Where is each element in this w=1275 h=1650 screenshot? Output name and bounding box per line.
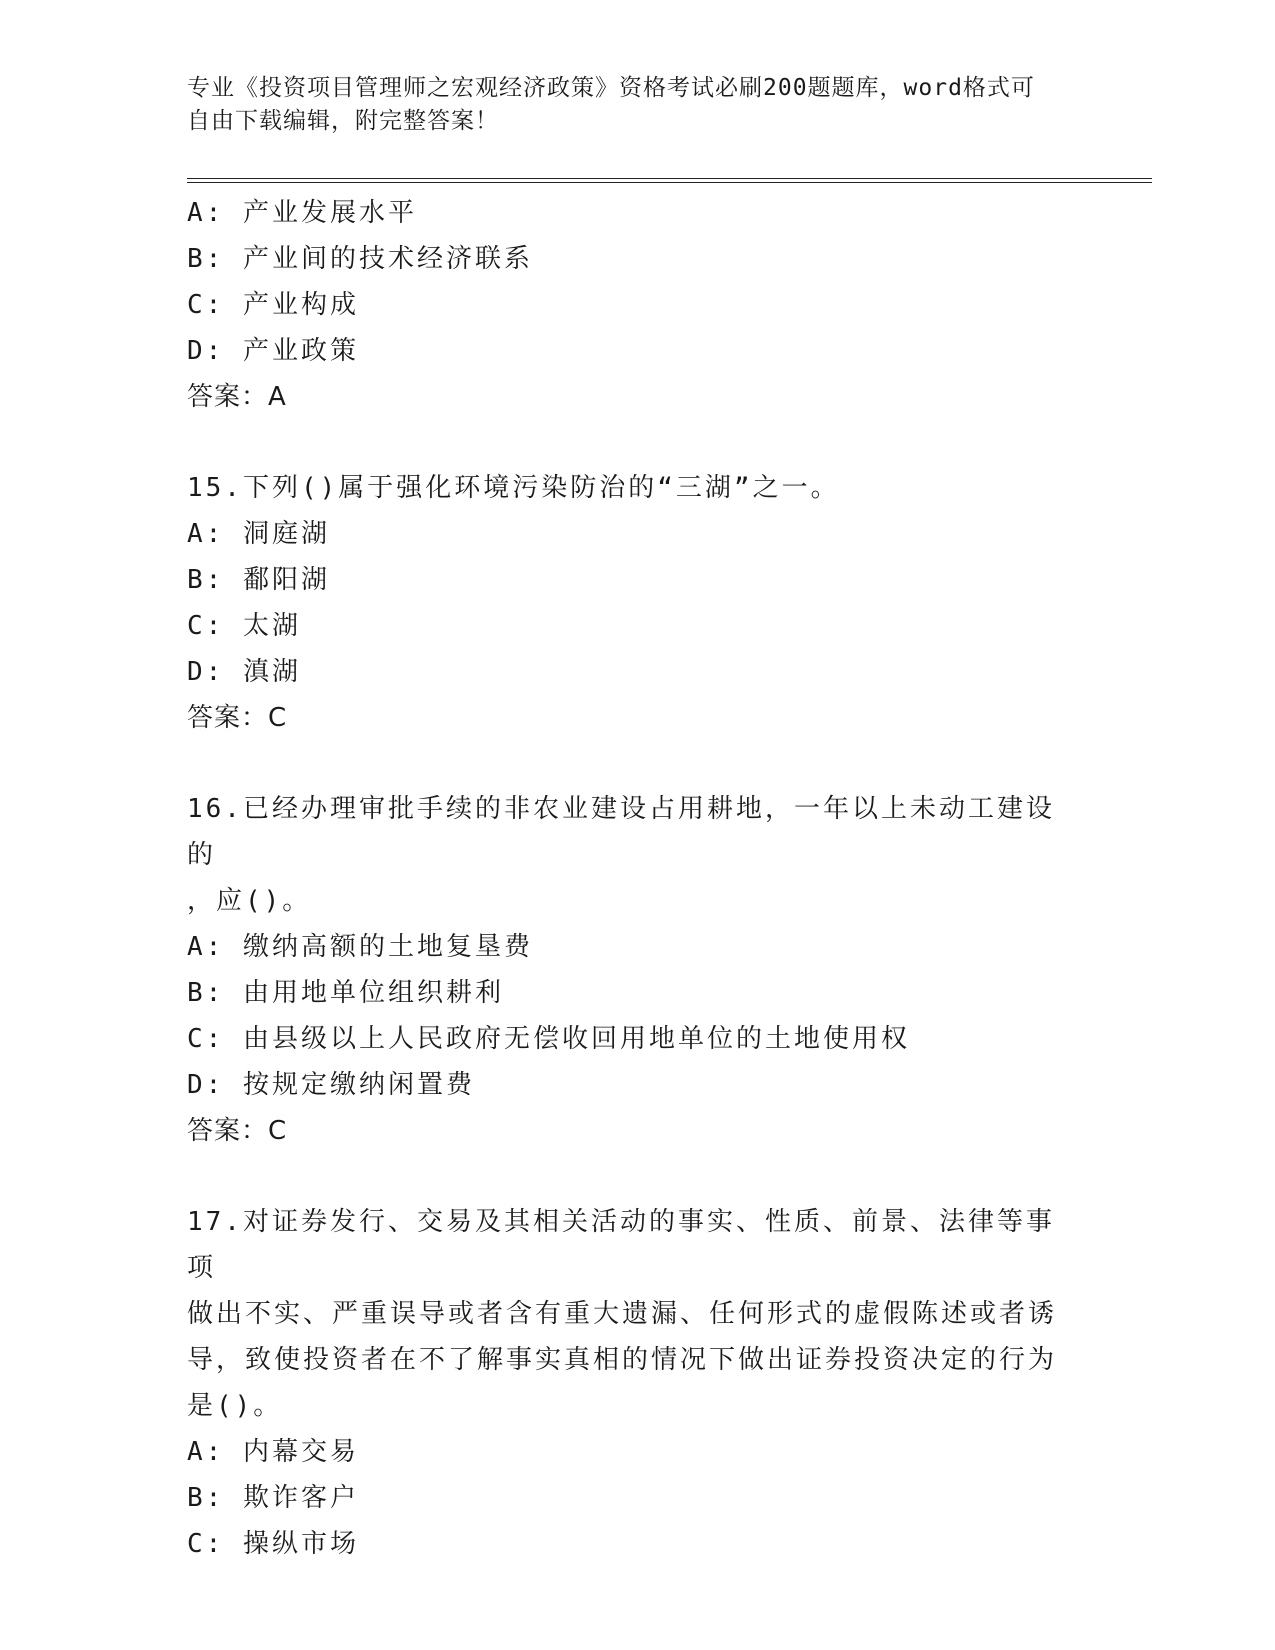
question-stem: 15.下列()属于强化环境污染防治的“三湖”之一。: [187, 473, 840, 503]
question-stem-line-1: 16.已经办理审批手续的非农业建设占用耕地，一年以上未动工建设的: [187, 794, 1055, 870]
option-b: B: 产业间的技术经济联系: [187, 244, 533, 274]
header-rule-top: [187, 178, 1152, 179]
question-14-block: [187, 190, 1087, 420]
spacer: [187, 1154, 1087, 1199]
question-15-block: [187, 465, 1087, 741]
option-d: D: 按规定缴纳闲置费: [187, 1070, 475, 1100]
question-stem-line-2: 做出不实、严重误导或者含有重大遗漏、任何形式的虚假陈述或者诱: [187, 1299, 1058, 1329]
document-header: [187, 72, 1067, 138]
spacer: [187, 420, 1087, 465]
header-rule-bottom: [187, 182, 1152, 183]
option-b: B: 鄱阳湖: [187, 565, 330, 595]
answer-line: 答案：A: [187, 382, 287, 412]
option-b: B: 由用地单位组织耕利: [187, 978, 504, 1008]
question-stem-line-4: 是()。: [187, 1391, 283, 1421]
question-list: [187, 190, 1087, 1567]
option-c: C: 产业构成: [187, 290, 359, 320]
option-c: C: 由县级以上人民政府无偿收回用地单位的土地使用权: [187, 1024, 910, 1054]
option-d: D: 滇湖: [187, 657, 301, 687]
spacer: [187, 741, 1087, 786]
question-stem-line-1: 17.对证券发行、交易及其相关活动的事实、性质、前景、法律等事项: [187, 1207, 1055, 1283]
header-line-1: 专业《投资项目管理师之宏观经济政策》资格考试必刷200题题库，word格式可: [187, 75, 1035, 101]
option-a: A: 产业发展水平: [187, 198, 417, 228]
option-d: D: 产业政策: [187, 336, 359, 366]
option-a: A: 缴纳高额的土地复垦费: [187, 932, 533, 962]
option-a: A: 内幕交易: [187, 1437, 359, 1467]
option-a: A: 洞庭湖: [187, 519, 330, 549]
answer-line: 答案：C: [187, 703, 288, 733]
option-b: B: 欺诈客户: [187, 1483, 359, 1513]
option-c: C: 太湖: [187, 611, 301, 641]
question-16-block: [187, 786, 1087, 1154]
header-line-2: 自由下载编辑，附完整答案！: [187, 108, 499, 134]
question-stem-line-3: 导，致使投资者在不了解事实真相的情况下做出证券投资决定的行为: [187, 1345, 1058, 1375]
option-c: C: 操纵市场: [187, 1529, 359, 1559]
answer-line: 答案：C: [187, 1116, 288, 1146]
question-17-block: [187, 1199, 1087, 1567]
question-stem-line-2: ，应()。: [187, 886, 312, 916]
